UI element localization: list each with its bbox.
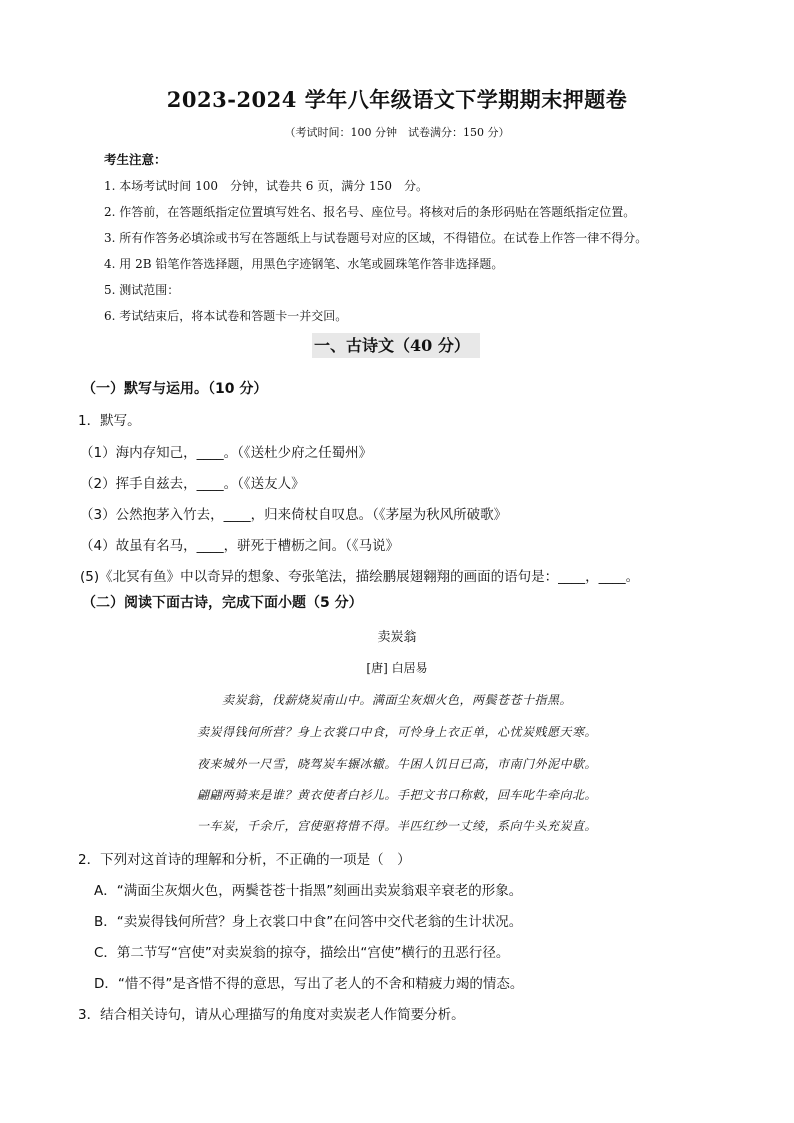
notice-item: 5. 测试范围： <box>104 283 180 297</box>
poem-line: 卖炭翁，伐薪烧炭南山中。满面尘灰烟火色，两鬓苍苍十指黑。 <box>221 693 572 707</box>
fill-blank-item: （1）海内存知己，____。（《送杜少府之任蜀州》 <box>80 445 373 461</box>
question-2: 2．下列对这首诗的理解和分析，不正确的一项是（ ） <box>78 852 411 868</box>
option-d: D．“惜不得”是吝惜不得的意思，写出了老人的不舍和精疲力竭的情态。 <box>94 976 524 992</box>
exam-subtitle: （考试时间：100 分钟 试卷满分：150 分） <box>284 126 510 139</box>
notice-item: 2. 作答前，在答题纸指定位置填写姓名、报名号、座位号。将核对后的条形码贴在答题纸指定位置。 <box>104 205 636 219</box>
option-b: B．“卖炭得钱何所营？身上衣裳口中食”在问答中交代老翁的生计状况。 <box>94 914 523 930</box>
notice-item: 4. 用 2B 铅笔作答选择题，用黑色字迹钢笔、水笔或圆珠笔作答非选择题。 <box>104 257 504 271</box>
section-heading: 一、古诗文（40 分） <box>312 333 480 358</box>
part2-heading: （二）阅读下面古诗，完成下面小题（5 分） <box>82 595 363 611</box>
exam-title: 2023-2024 学年八年级语文下学期期末押题卷 <box>166 87 628 112</box>
poem-line: 卖炭得钱何所营？身上衣裳口中食，可怜身上衣正单，心忧炭贱愿天寒。 <box>196 725 597 739</box>
question-1: 1．默写。 <box>78 413 141 429</box>
fill-blank-item: （4）故虽有名马，____，骈死于槽枥之间。（《马说》 <box>80 538 400 554</box>
option-c: C．第二节写“宫使”对卖炭翁的掠夺，描绘出“宫使”横行的丑恶行径。 <box>94 945 510 961</box>
fill-blank-item: （3）公然抱茅入竹去，____，归来倚杖自叹息。（《茅屋为秋风所破歌》 <box>80 507 508 523</box>
poem-line: 夜来城外一尺雪，晓驾炭车辗冰辙。牛困人饥日已高，市南门外泥中歇。 <box>196 757 597 771</box>
question-3: 3．结合相关诗句，请从心理描写的角度对卖炭老人作简要分析。 <box>78 1007 465 1023</box>
fill-blank-item: （2）挥手自兹去，____。（《送友人》 <box>80 476 305 492</box>
notice-item: 3. 所有作答务必填涂或书写在答题纸上与试卷题号对应的区域，不得错位。在试卷上作答一律不得分。 <box>104 231 648 245</box>
poem-line: 一车炭，千余斤，宫使驱将惜不得。半匹红纱一丈绫，系向牛头充炭直。 <box>196 819 597 833</box>
notice-item: 1. 本场考试时间 100 分钟，试卷共 6 页，满分 150 分。 <box>104 179 428 193</box>
fill-blank-item: (5)《北冥有鱼》中以奇异的想象、夸张笔法，描绘鹏展翅翱翔的画面的语句是：____，____。 <box>80 569 640 585</box>
notice-item: 6. 考试结束后，将本试卷和答题卡一并交回。 <box>104 309 348 323</box>
notice-label: 考生注意： <box>104 152 167 167</box>
poem-title: 卖炭翁 <box>377 630 417 645</box>
poem-line: 翩翩两骑来是谁？黄衣使者白衫儿。手把文书口称敕，回车叱牛牵向北。 <box>196 788 597 802</box>
option-a: A．“满面尘灰烟火色，两鬓苍苍十指黑”刻画出卖炭翁艰辛衰老的形象。 <box>94 883 523 899</box>
part1-heading: （一）默写与运用。（10 分） <box>82 381 268 397</box>
poem-author: [唐] 白居易 <box>366 661 428 675</box>
